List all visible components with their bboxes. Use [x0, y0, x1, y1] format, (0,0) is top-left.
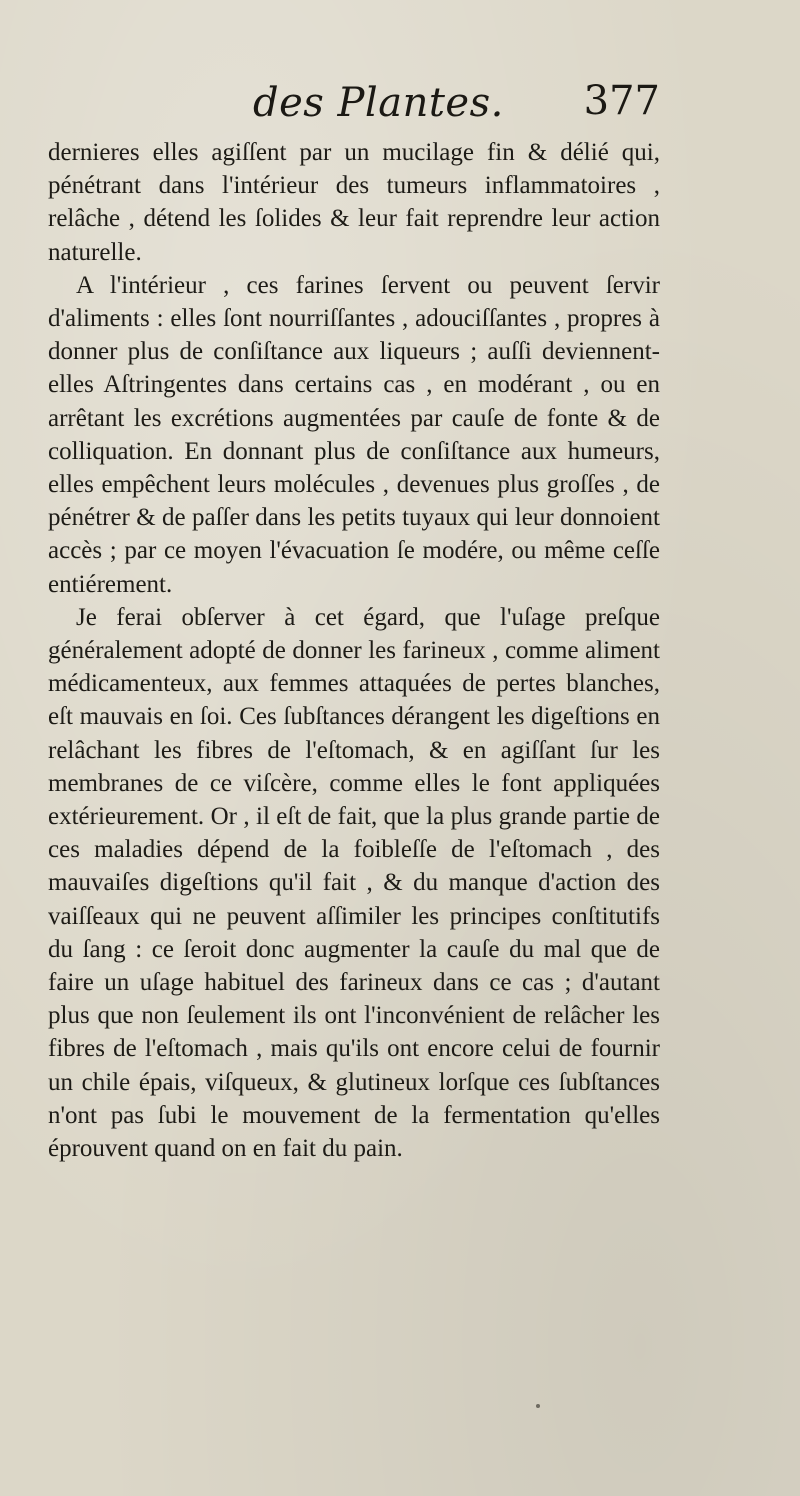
page-number: 377 — [583, 78, 660, 124]
body-text — [48, 136, 660, 1165]
running-title: des Plantes. — [253, 80, 504, 126]
page-header — [48, 80, 660, 140]
paragraph-continuation: dernieres elles agiſſent par un mucilage fin & délié qui, pénétrant dans l'intérieur des tumeurs inflammatoires , relâche , détend les ſolides & leur fait reprendre leur action naturelle. — [48, 139, 660, 266]
paper-speck — [536, 1404, 540, 1408]
paragraph-observation: Je ferai obſerver à cet égard, que l'uſage preſque généralement adopté de donner les farineux , comme aliment médicamenteux, aux femmes attaquées de pertes blanches, eſt mauvais en ſoi. Ces ſubſtances dérangent les digeſtions en relâchant les fibres de l'eſtomach, & en agiſſant ſur les membranes de ce viſcère, comme elles le font appliquées extérieurement. Or , il eſt de fait, que la plus grande partie de ces maladies dépend de la foibleſſe de l'eſtomach , des mauvaiſes digeſtions qu'il fait , & du manque d'action des vaiſſeaux qui ne peuvent aſſimiler les principes conſtitutifs du ſang : ce ſeroit donc augmenter la cauſe du mal que de faire un uſage habituel des farineux dans ce cas ; d'autant plus que non ſeulement ils ont l'inconvénient de relâcher les fibres de l'eſtomach , mais qu'ils ont encore celui de fournir un chile épais, viſqueux, & glutineux lorſque ces ſubſtances n'ont pas ſubi le mouvement de la fermentation qu'elles éprouvent quand on en fait du pain. — [48, 603, 660, 1163]
paragraph-interior-use: A l'intérieur , ces farines ſervent ou peuvent ſervir d'aliments : elles ſont nourriſſantes , adouciſſantes , propres à donner plus de conſiſtance aux liqueurs ; auſſi deviennent-elles Aſtringentes dans certains cas , en modérant , ou en arrêtant les excrétions augmentées par cauſe de fonte & de colliquation. En donnant plus de conſiſtance aux humeurs, elles empêchent leurs molécules , devenues plus groſſes , de pénétrer & de paſſer dans les petits tuyaux qui leur donnoient accès ; par ce moyen l'évacuation ſe modére, ou même ceſſe entiérement. — [48, 271, 660, 598]
